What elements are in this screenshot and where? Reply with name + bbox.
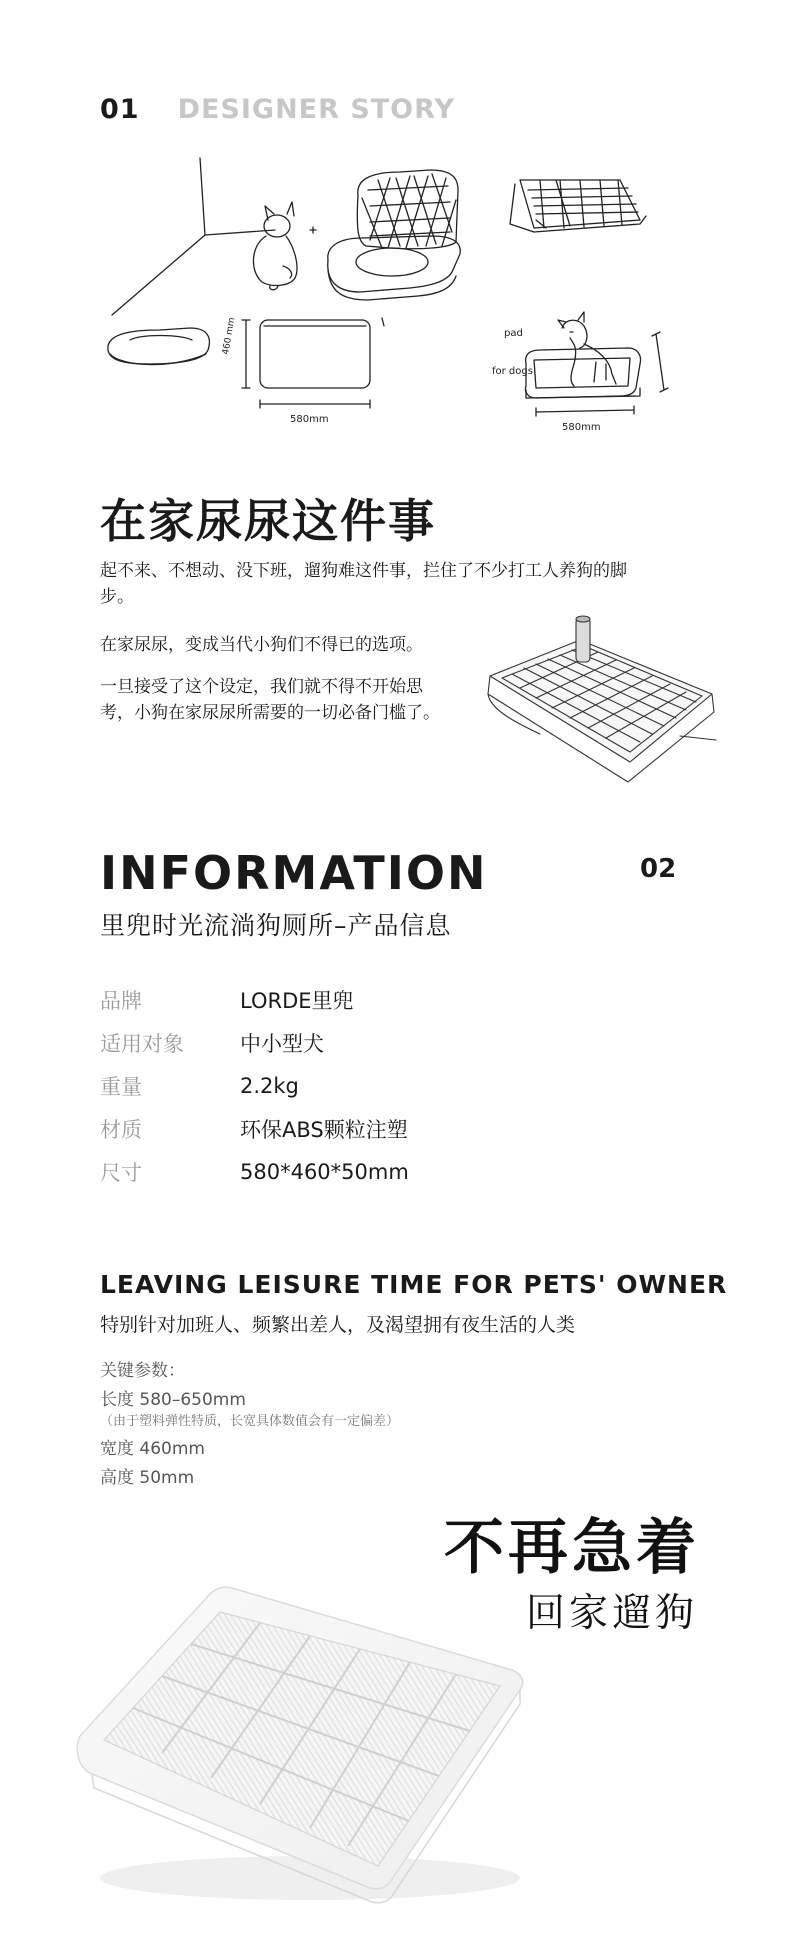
spec-table xyxy=(100,978,409,1193)
sketch-label-pad: pad xyxy=(504,328,523,339)
leisure-subtitle: 特别针对加班人、频繁出差人，及渴望拥有夜生活的人类 xyxy=(100,1314,576,1336)
key-parameters xyxy=(100,1357,399,1493)
params-label: 关键参数： xyxy=(100,1361,185,1381)
info-title: INFORMATION xyxy=(100,846,488,900)
spec-key: 材质 xyxy=(100,1117,142,1142)
story-paragraph-1: 起不来、不想动、没下班，遛狗难这件事，拦住了不少打工人养狗的脚步。 xyxy=(100,561,627,607)
measured-pad-sketch xyxy=(242,318,384,408)
spec-value: 环保ABS颗粒注塑 xyxy=(240,1117,408,1142)
spec-key: 尺寸 xyxy=(100,1160,142,1185)
leisure-title: LEAVING LEISURE TIME FOR PETS' OWNER xyxy=(100,1270,728,1299)
param-width: 宽度 460mm xyxy=(100,1439,205,1459)
designer-sketch-illustration xyxy=(100,150,700,440)
sketch-dim-580-right: 580mm xyxy=(562,422,601,433)
param-length-note: （由于塑料弹性特质，长宽具体数值会有一定偏差） xyxy=(100,1414,400,1429)
param-height: 高度 50mm xyxy=(100,1468,195,1488)
spec-key: 重量 xyxy=(100,1074,142,1099)
info-subtitle: 里兜时光流淌狗厕所–产品信息 xyxy=(100,911,452,940)
spec-row-material xyxy=(100,1107,409,1150)
bowl-sketch xyxy=(108,328,210,365)
covered-tray-sketch xyxy=(328,170,461,300)
spec-key: 品牌 xyxy=(100,988,142,1013)
dog-sitting-sketch xyxy=(253,202,297,290)
story-paragraph-2: 在家尿尿，变成当代小狗们不得已的选项。 xyxy=(100,635,423,655)
sketch-dim-460: 460 mm xyxy=(221,316,238,356)
story-heading: 在家尿尿这件事 xyxy=(100,494,436,548)
spec-row-size xyxy=(100,1150,409,1193)
slogan-line-2: 回家遛狗 xyxy=(525,1591,698,1636)
param-length: 长度 580–650mm xyxy=(100,1390,246,1410)
story-paragraph-3: 一旦接受了这个设定，我们就不得不开始思考，小狗在家尿尿所需要的一切必备门槛了。 xyxy=(100,677,440,723)
spec-row-weight xyxy=(100,1064,409,1107)
story-header xyxy=(100,94,455,128)
story-number: 01 xyxy=(100,94,140,125)
spec-value: LORDE里兜 xyxy=(240,988,354,1013)
tray-with-post-sketch xyxy=(480,612,725,790)
sketch-dim-580-left: 580mm xyxy=(290,414,329,425)
dog-on-pad-sketch xyxy=(525,312,668,416)
spec-value: 580*460*50mm xyxy=(240,1159,409,1184)
info-number: 02 xyxy=(640,854,677,884)
spec-key: 适用对象 xyxy=(100,1031,184,1056)
product-tray-photo xyxy=(60,1560,540,1920)
grid-tray-sketch xyxy=(510,180,646,232)
slogan-line-1: 不再急着 xyxy=(444,1513,700,1583)
story-title: DESIGNER STORY xyxy=(177,94,455,125)
spec-row-brand xyxy=(100,978,409,1021)
spec-row-target xyxy=(100,1021,409,1064)
spec-value: 中小型犬 xyxy=(240,1031,324,1056)
spec-value: 2.2kg xyxy=(240,1073,299,1098)
sketch-label-for-dogs: for dogs xyxy=(492,366,533,377)
